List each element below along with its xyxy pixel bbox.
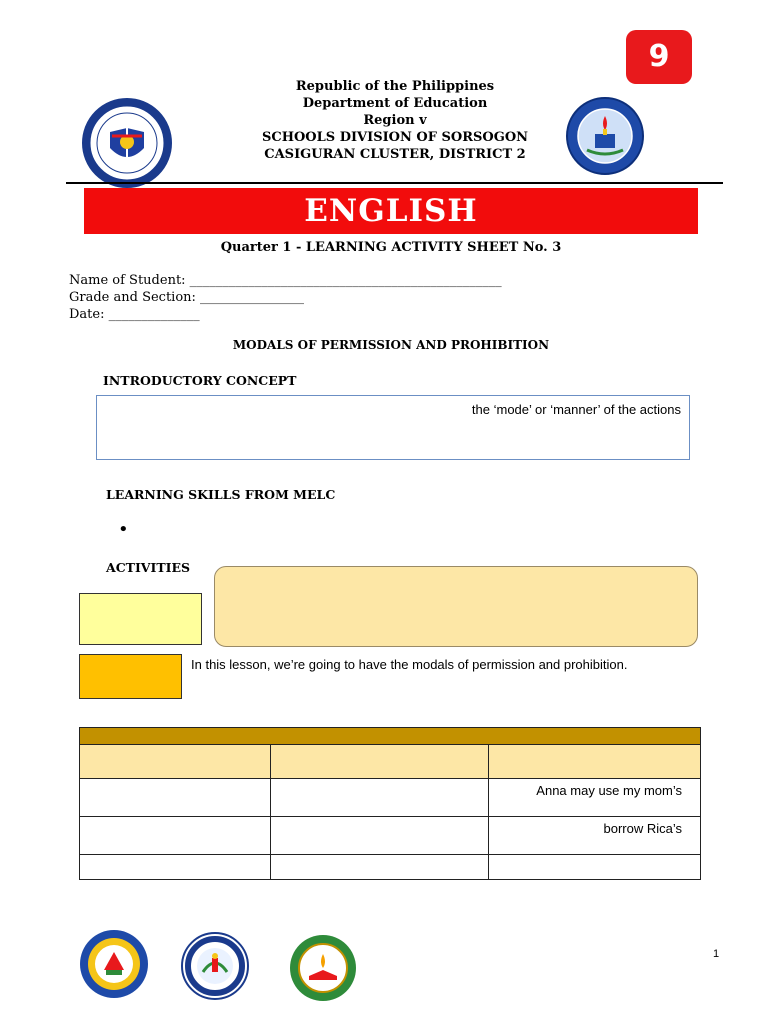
intro-concept-box bbox=[96, 395, 690, 460]
page-number: 1 bbox=[713, 948, 720, 960]
table-cell: borrow Rica’s bbox=[489, 817, 701, 855]
grade-badge: 9 bbox=[626, 30, 692, 84]
activity-yellow-box bbox=[79, 593, 202, 645]
intro-concept-text: the ‘mode’ or ‘manner’ of the actions bbox=[471, 402, 681, 417]
table-row bbox=[80, 817, 701, 855]
header-region: Region v bbox=[363, 113, 427, 128]
student-name-field: Name of Student: ________________________________________________ bbox=[69, 273, 502, 288]
activities-heading: ACTIVITIES bbox=[106, 560, 191, 575]
table-cell bbox=[80, 817, 271, 855]
school-seal-logo-1 bbox=[78, 928, 150, 1000]
melc-bullet: • bbox=[118, 519, 129, 540]
division-seal-logo bbox=[565, 96, 645, 176]
header-block bbox=[200, 78, 590, 163]
table-cell bbox=[270, 817, 489, 855]
modals-table bbox=[79, 727, 701, 880]
table-subheader-cell bbox=[270, 745, 489, 779]
school-seal-logo-3 bbox=[289, 934, 357, 1002]
school-seal-logo-2 bbox=[181, 932, 249, 1000]
header-cluster: CASIGURAN CLUSTER, DISTRICT 2 bbox=[264, 147, 526, 162]
intro-heading: INTRODUCTORY CONCEPT bbox=[103, 373, 297, 388]
table-subheader-cell bbox=[80, 745, 271, 779]
table-header-row bbox=[80, 728, 701, 745]
lesson-intro-text: In this lesson, we’re going to have the modals of permission and prohibition. bbox=[191, 657, 628, 672]
table-row bbox=[80, 855, 701, 880]
table-row bbox=[80, 779, 701, 817]
grade-section-field: Grade and Section: ________________ bbox=[69, 290, 305, 305]
topic-title: MODALS OF PERMISSION AND PROHIBITION bbox=[232, 338, 550, 352]
table-cell bbox=[80, 779, 271, 817]
deped-seal-logo bbox=[82, 98, 172, 188]
table-cell bbox=[270, 855, 489, 880]
table-cell bbox=[489, 855, 701, 880]
table-header-cell bbox=[80, 728, 701, 745]
header-republic: Republic of the Philippines bbox=[295, 79, 495, 94]
table-cell bbox=[80, 855, 271, 880]
table-subheader-row bbox=[80, 745, 701, 779]
header-divider bbox=[66, 182, 723, 184]
header-department: Department of Education bbox=[302, 96, 488, 111]
header-division: SCHOOLS DIVISION OF SORSOGON bbox=[261, 130, 529, 145]
activity-orange-box bbox=[79, 654, 182, 699]
sheet-subtitle: Quarter 1 - LEARNING ACTIVITY SHEET No. 3 bbox=[220, 240, 562, 255]
melc-heading: LEARNING SKILLS FROM MELC bbox=[106, 487, 336, 502]
date-field: Date: ______________ bbox=[69, 307, 200, 322]
subject-title-banner: ENGLISH bbox=[84, 188, 698, 234]
table-cell: Anna may use my mom’s bbox=[489, 779, 701, 817]
table-subheader-cell bbox=[489, 745, 701, 779]
activity-rounded-box bbox=[214, 566, 698, 647]
table-cell bbox=[270, 779, 489, 817]
